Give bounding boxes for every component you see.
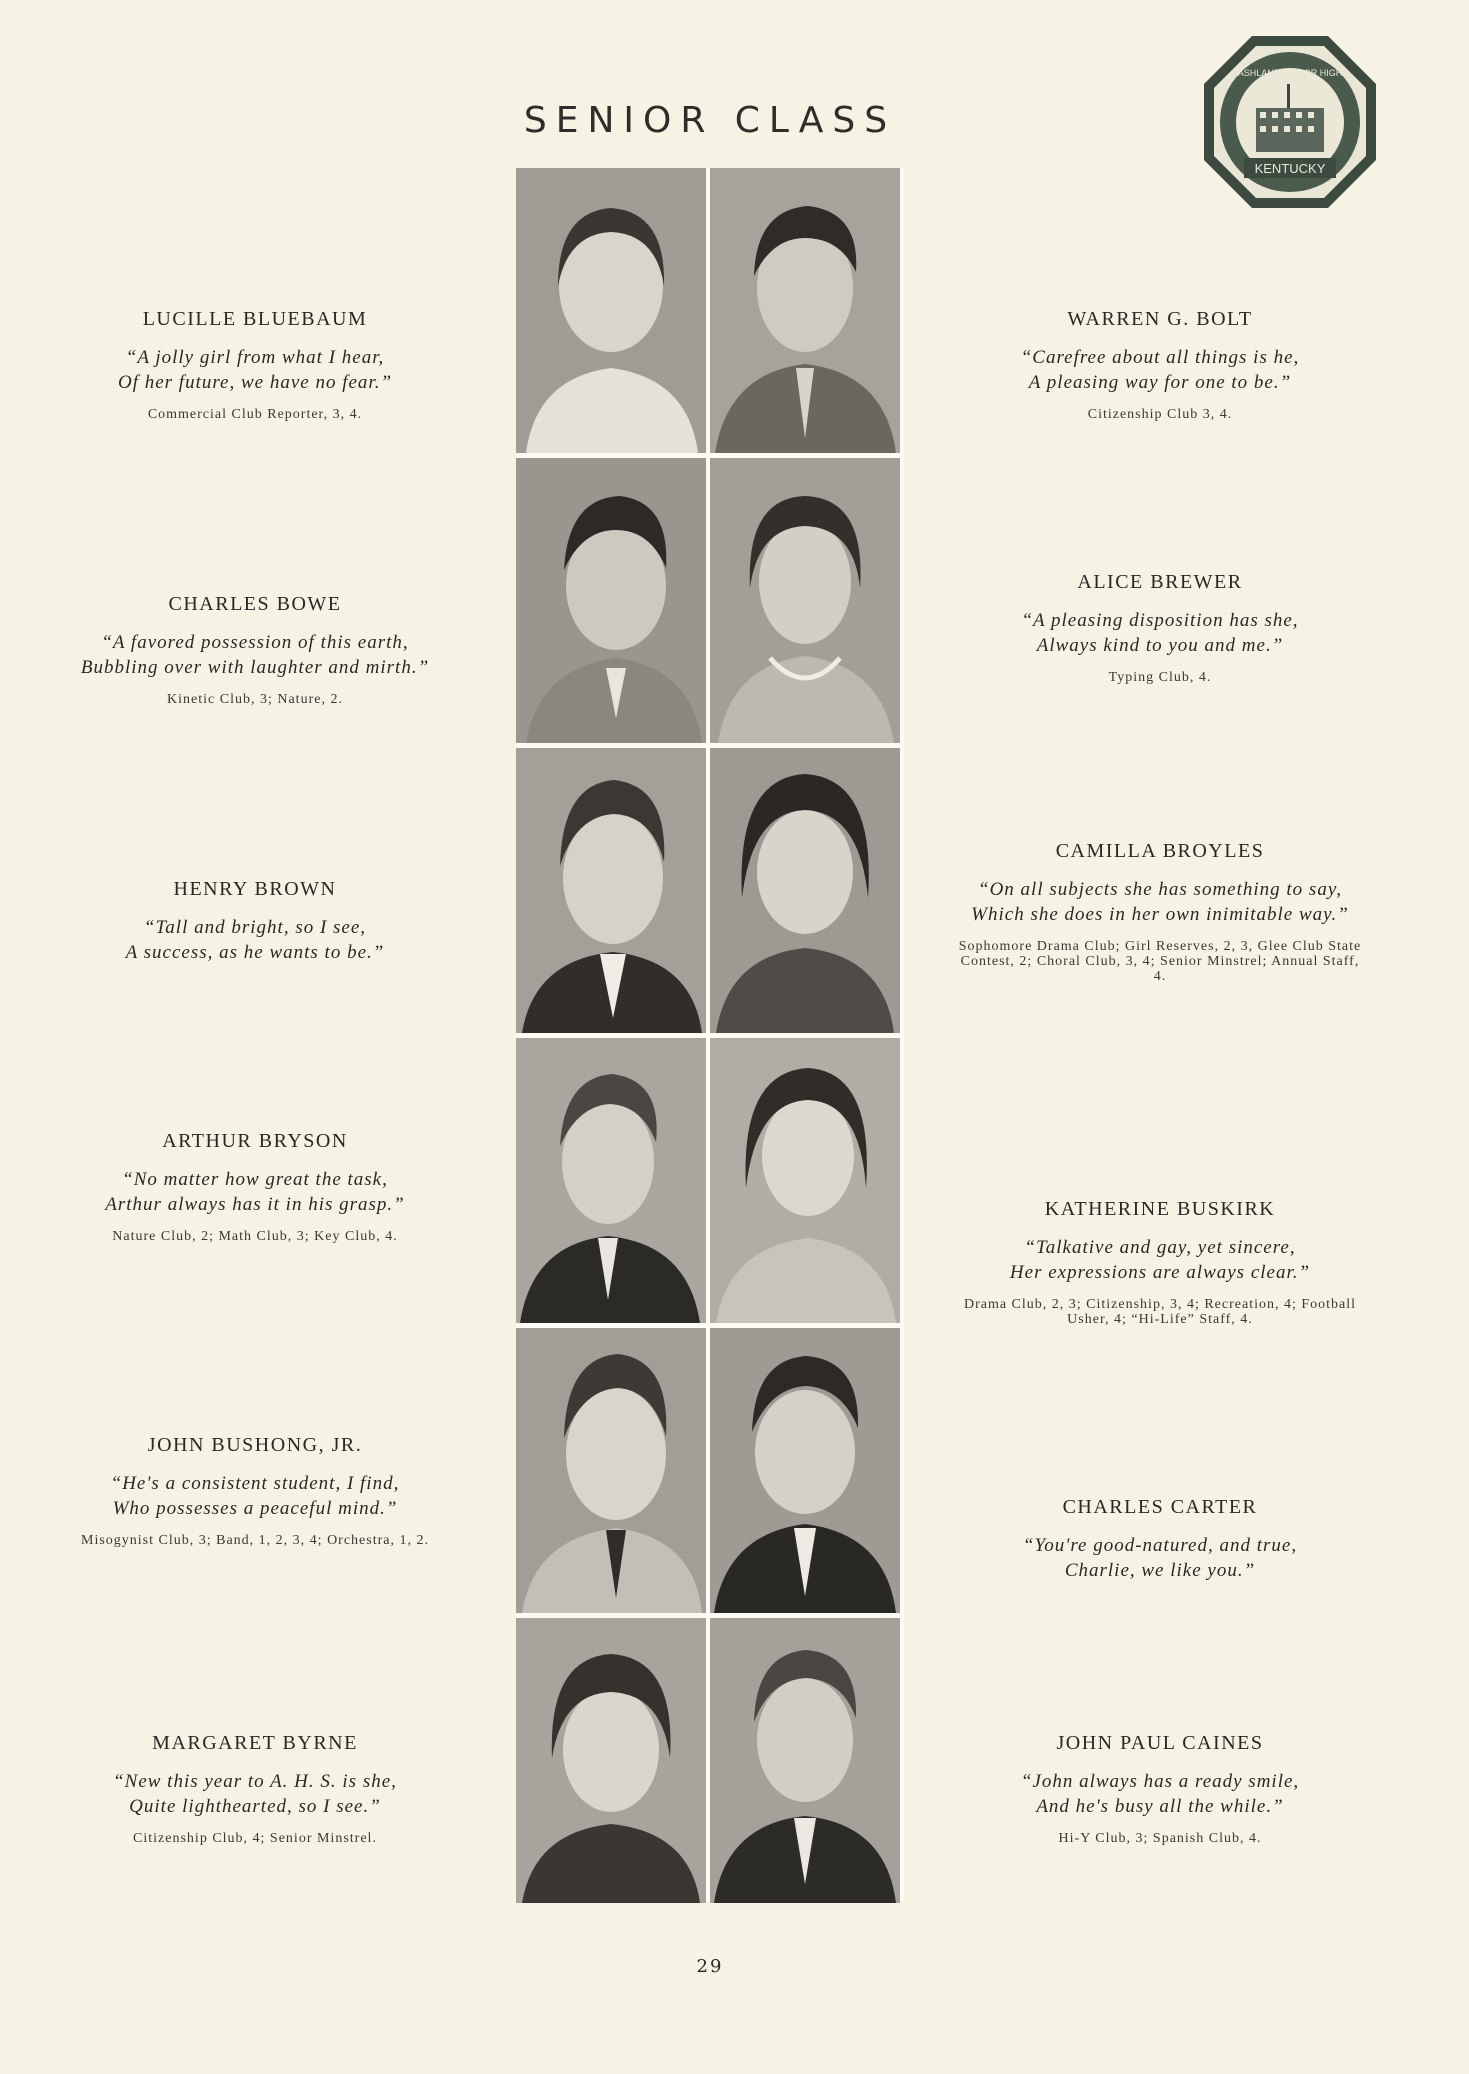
quote-line: Arthur always has it in his grasp.” [105, 1194, 405, 1215]
quote-line: “On all subjects she has something to say, [978, 879, 1342, 900]
student-entry [955, 308, 1365, 422]
student-activities: Commercial Club Reporter, 3, 4. [147, 407, 363, 422]
quote-line: “Carefree about all things is he, [1020, 347, 1300, 368]
student-entry [50, 1434, 460, 1548]
portrait-grid [516, 168, 904, 1902]
quote-line: “A favored possession of this earth, [101, 632, 409, 653]
quote-line: Quite lighthearted, so I see.” [129, 1796, 381, 1817]
student-activities: Hi-Y Club, 3; Spanish Club, 4. [1058, 1831, 1262, 1846]
student-activities: Kinetic Club, 3; Nature, 2. [167, 692, 343, 707]
student-entry [50, 878, 460, 977]
student-name: WARREN G. BOLT [1067, 308, 1253, 330]
portrait-photo [516, 1038, 706, 1323]
student-quote [955, 608, 1365, 658]
student-activities: Typing Club, 4. [1108, 670, 1212, 685]
student-name: CHARLES CARTER [1062, 1496, 1258, 1518]
student-quote [50, 345, 460, 395]
student-quote [50, 1167, 460, 1217]
quote-line: A pleasing way for one to be.” [1028, 372, 1292, 393]
quote-line: “New this year to A. H. S. is she, [113, 1771, 397, 1792]
quote-line: Always kind to you and me.” [1036, 635, 1284, 656]
quote-line: “You're good-natured, and true, [1022, 1535, 1298, 1556]
student-name: KATHERINE BUSKIRK [1044, 1198, 1276, 1220]
student-quote [50, 630, 460, 680]
student-quote [50, 915, 460, 965]
student-entry [955, 1732, 1365, 1846]
student-entry [955, 1198, 1365, 1327]
quote-line: “A pleasing disposition has she, [1021, 610, 1299, 631]
portrait-photo [710, 1618, 900, 1903]
student-quote [955, 345, 1365, 395]
portrait-photo [516, 1328, 706, 1613]
quote-line: Her expressions are always clear.” [1009, 1262, 1311, 1283]
seal-bottom-text: KENTUCKY [1254, 161, 1326, 176]
quote-line: Which she does in her own inimitable way.” [971, 904, 1349, 925]
quote-line: Who possesses a peaceful mind.” [112, 1498, 398, 1519]
quote-line: “Talkative and gay, yet sincere, [1024, 1237, 1296, 1258]
seal-top-text: ASHLAND SENIOR HIGH [1237, 68, 1343, 78]
student-quote [955, 1769, 1365, 1819]
student-activities: Nature Club, 2; Math Club, 3; Key Club, 4. [112, 1229, 398, 1244]
student-name: JOHN PAUL CAINES [1056, 1732, 1264, 1754]
portrait-photo [516, 168, 706, 453]
portrait-photo [516, 1618, 706, 1903]
student-activities: Citizenship Club, 4; Senior Minstrel. [133, 1831, 377, 1846]
quote-line: Bubbling over with laughter and mirth.” [80, 657, 430, 678]
student-activities: Citizenship Club 3, 4. [1087, 407, 1233, 422]
student-entry [955, 571, 1365, 685]
student-quote [50, 1471, 460, 1521]
student-name: ARTHUR BRYSON [162, 1130, 348, 1152]
student-name: HENRY BROWN [173, 878, 337, 900]
quote-line: “No matter how great the task, [122, 1169, 388, 1190]
student-name: CHARLES BOWE [168, 593, 342, 615]
quote-line: Charlie, we like you.” [1064, 1560, 1256, 1581]
portrait-photo [516, 748, 706, 1033]
portrait-photo [710, 748, 900, 1033]
quote-line: Of her future, we have no fear.” [117, 372, 393, 393]
student-entry [50, 593, 460, 707]
student-activities: Misogynist Club, 3; Band, 1, 2, 3, 4; Orchestra, 1, 2. [81, 1533, 429, 1548]
student-entry [50, 308, 460, 422]
student-quote [50, 1769, 460, 1819]
quote-line: “A jolly girl from what I hear, [125, 347, 385, 368]
page-title: SENIOR CLASS [523, 100, 897, 141]
student-name: MARGARET BYRNE [152, 1732, 358, 1754]
quote-line: “John always has a ready smile, [1020, 1771, 1300, 1792]
quote-line: “Tall and bright, so I see, [143, 917, 367, 938]
student-activities: Drama Club, 2, 3; Citizenship, 3, 4; Recreation, 4; Football Usher, 4; “Hi-Life” Staff, 4. [963, 1297, 1357, 1327]
portrait-photo [710, 458, 900, 743]
quote-line: “He's a consistent student, I find, [110, 1473, 400, 1494]
student-name: ALICE BREWER [1077, 571, 1243, 593]
student-entry [50, 1732, 460, 1846]
page-number: 29 [696, 1956, 724, 1977]
student-activities: Sophomore Drama Club; Girl Reserves, 2, 3, Glee Club State Contest, 2; Choral Club, 3, 4; Senior Minstrel; Annual Staff, 4. [958, 939, 1362, 984]
student-quote [955, 1533, 1365, 1583]
student-quote [955, 877, 1365, 927]
portrait-photo [710, 168, 900, 453]
school-seal-icon [1200, 32, 1380, 212]
student-name: LUCILLE BLUEBAUM [142, 308, 368, 330]
student-entry [955, 840, 1365, 984]
quote-line: A success, as he wants to be.” [125, 942, 385, 963]
portrait-photo [516, 458, 706, 743]
student-quote [955, 1235, 1365, 1285]
student-name: JOHN BUSHONG, JR. [147, 1434, 363, 1456]
student-name: CAMILLA BROYLES [1055, 840, 1265, 862]
portrait-photo [710, 1038, 900, 1323]
student-entry [50, 1130, 460, 1244]
quote-line: And he's busy all the while.” [1036, 1796, 1284, 1817]
student-entry [955, 1496, 1365, 1595]
portrait-photo [710, 1328, 900, 1613]
